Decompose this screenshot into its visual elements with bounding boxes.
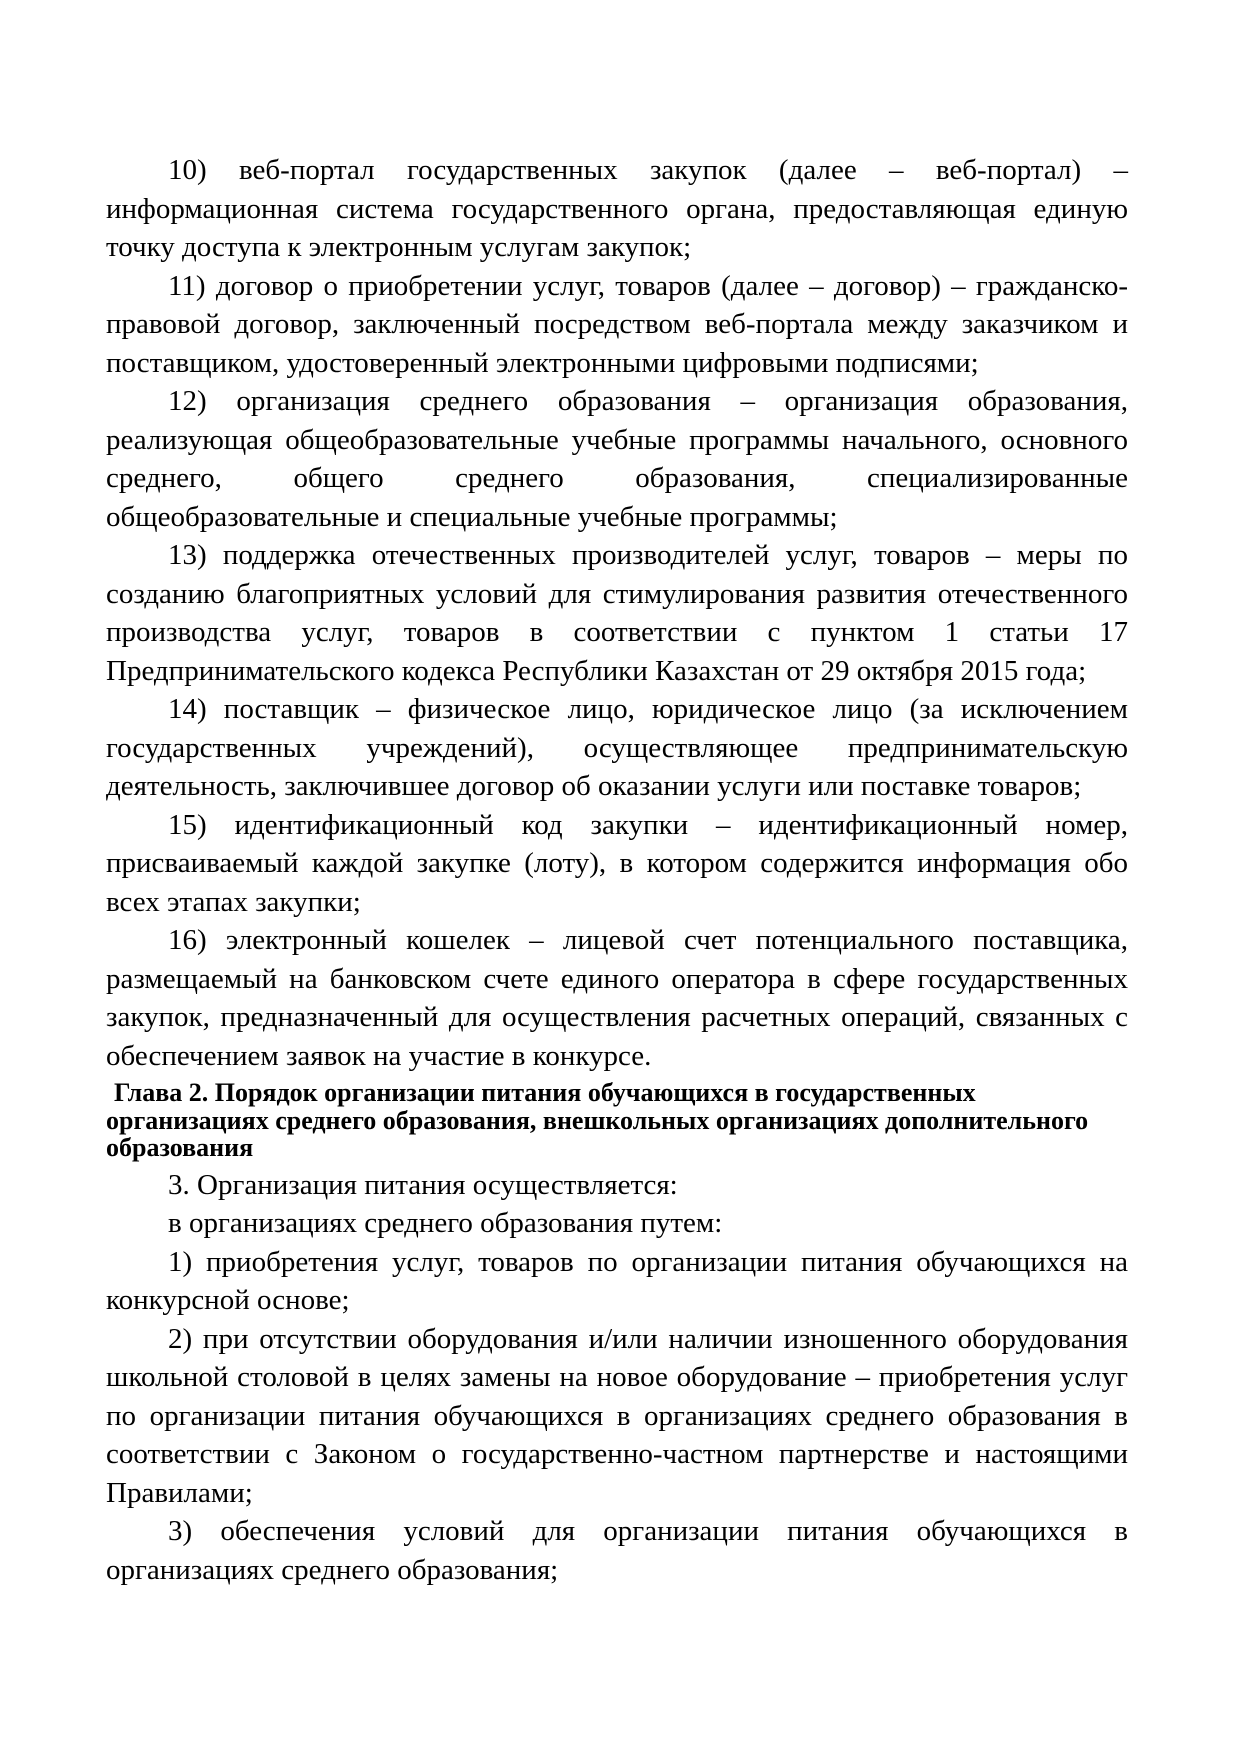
paragraph-definition-14: 14) поставщик – физическое лицо, юридическое лицо (за исключением государственных учреждений), осуществляющее предпринимательскую деятельность, заключившее договор об оказании услуги или поставке товаров;: [106, 693, 1128, 802]
document-text-block: [106, 151, 1128, 1589]
paragraph-definition-11: 11) договор о приобретении услуг, товаров (далее – договор) – гражданско-правовой договор, заключенный посредством веб-портала между заказчиком и поставщиком, удостоверенный электронными цифровыми подписями;: [106, 269, 1128, 379]
paragraph-definition-12: 12) организация среднего образования – организация образования, реализующая общеобразовательные учебные программы начального, основного среднего, общего среднего образования, специализированные общеобразовательные и специальные учебные программы;: [106, 385, 1128, 533]
paragraph-definition-10: 10) веб-портал государственных закупок (далее – веб-портал) – информационная система государственного органа, предоставляющая единую точку доступа к электронным услугам закупок;: [106, 154, 1128, 263]
paragraph-point-3: 3. Организация питания осуществляется:: [168, 1168, 678, 1201]
paragraph-definition-13: 13) поддержка отечественных производителей услуг, товаров – меры по созданию благоприятных условий для стимулирования развития отечественного производства услуг, товаров в соответствии с пунктом 1 статьи 17 Предпринимательского кодекса Республики Казахстан от 29 октября 2015 года;: [106, 539, 1128, 687]
paragraph-subpoint-1: 1) приобретения услуг, товаров по организации питания обучающихся на конкурсной основе;: [106, 1245, 1128, 1316]
chapter-2-heading: Глава 2. Порядок организации питания обучающихся в государственных организациях среднего образования, внешкольных организациях дополнительного образования: [106, 1078, 1089, 1162]
paragraph-definition-16: 16) электронный кошелек – лицевой счет потенциального поставщика, размещаемый на банковском счете единого оператора в сфере государственных закупок, предназначенный для осуществления расчетных операций, связанных с обеспечением заявок на участие в конкурсе.: [106, 924, 1128, 1072]
paragraph-subpoint-3: 3) обеспечения условий для организации питания обучающихся в организациях среднего образования;: [106, 1515, 1128, 1586]
paragraph-definition-15: 15) идентификационный код закупки – идентификационный номер, присваиваемый каждой закупке (лоту), в котором содержится информация обо всех этапах закупки;: [106, 808, 1128, 918]
paragraph-subpoint-2: 2) при отсутствии оборудования и/или наличии изношенного оборудования школьной столовой в целях замены на новое оборудование – приобретения услуг по организации питания обучающихся в организациях среднего образования в соответствии с Законом о государственно-частном партнерстве и настоящими Правилами;: [106, 1322, 1128, 1509]
paragraph-intro-line: в организациях среднего образования путем:: [168, 1207, 723, 1239]
